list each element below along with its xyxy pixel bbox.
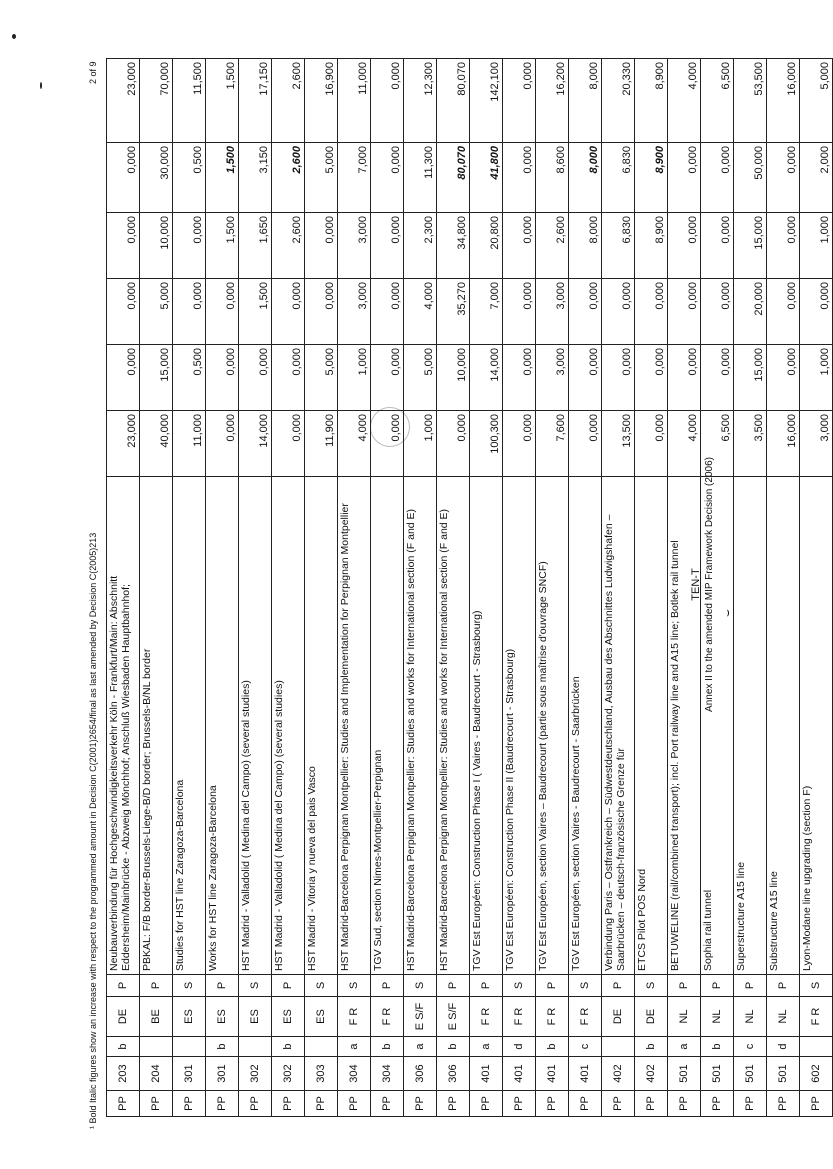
cell-amount: 0,000 <box>767 345 800 411</box>
cell-amount: 15,000 <box>734 345 767 411</box>
table-row <box>569 59 602 1117</box>
cell-sub-letter: b <box>272 1037 305 1057</box>
cell-amount: 5,000 <box>800 59 833 143</box>
cell-description: TGV Est Européen: Construction Phase I ( Vaires - Baudrecourt - Strasbourg) <box>470 477 503 975</box>
cell-country: F R <box>569 997 602 1037</box>
cell-programme: PP <box>635 1091 668 1117</box>
table-row <box>206 59 239 1117</box>
cell-description: TGV Est Européen: Construction Phase II (Baudrecourt - Strasbourg) <box>503 477 536 975</box>
cell-amount: 0,000 <box>569 279 602 345</box>
cell-amount: 70,000 <box>140 59 173 143</box>
cell-sub-letter <box>140 1037 173 1057</box>
cell-country: NL <box>701 997 734 1037</box>
cell-amount: 0,000 <box>107 213 140 279</box>
cell-amount: 0,000 <box>800 279 833 345</box>
cell-amount: 0,000 <box>701 279 734 345</box>
table-row <box>437 59 470 1117</box>
cell-project-number: 306 <box>437 1057 470 1091</box>
cell-amount: 8,900 <box>635 59 668 143</box>
cell-programme: PP <box>107 1091 140 1117</box>
cell-programme: PP <box>536 1091 569 1117</box>
cell-amount: 3,000 <box>800 411 833 477</box>
cell-type: P <box>371 975 404 997</box>
cell-sub-letter: b <box>437 1037 470 1057</box>
cell-description: PBKAL: F/B border-Brussels-Liege-B/D border; Brussels-B/NL border <box>140 477 173 975</box>
cell-amount: 4,000 <box>404 279 437 345</box>
cell-programme: PP <box>602 1091 635 1117</box>
cell-project-number: 301 <box>173 1057 206 1091</box>
cell-amount: 0,000 <box>272 279 305 345</box>
table-row <box>140 59 173 1117</box>
table-row <box>173 59 206 1117</box>
cell-amount: 10,000 <box>437 345 470 411</box>
cell-programme: PP <box>272 1091 305 1117</box>
cell-amount: 0,000 <box>272 345 305 411</box>
cell-amount: 4,000 <box>668 59 701 143</box>
cell-amount: 0,000 <box>503 143 536 213</box>
cell-description: Works for HST line Zaragoza-Barcelona <box>206 477 239 975</box>
cell-amount: 13,500 <box>602 411 635 477</box>
cell-project-number: 602 <box>800 1057 833 1091</box>
cell-amount: 8,000 <box>569 143 602 213</box>
cell-amount: 1,500 <box>206 143 239 213</box>
cell-country: F R <box>371 997 404 1037</box>
cell-type: P <box>437 975 470 997</box>
cell-amount: 30,000 <box>140 143 173 213</box>
table-row <box>701 59 734 1117</box>
cell-type: P <box>272 975 305 997</box>
cell-country: DE <box>602 997 635 1037</box>
cell-amount: 35,270 <box>437 279 470 345</box>
cell-description: TGV Sud, section Nimes-Montpellier-Perpignan <box>371 477 404 975</box>
cell-amount: 8,000 <box>569 59 602 143</box>
cell-amount: 80,070 <box>437 143 470 213</box>
cell-amount: 12,300 <box>404 59 437 143</box>
cell-amount: 142,100 <box>470 59 503 143</box>
cell-country: DE <box>635 997 668 1037</box>
cell-description: ETCS Pilot POS Nord <box>635 477 668 975</box>
cell-sub-letter: a <box>668 1037 701 1057</box>
cell-amount: 3,150 <box>239 143 272 213</box>
cell-type: S <box>338 975 371 997</box>
cell-programme: PP <box>701 1091 734 1117</box>
cell-amount: 8,900 <box>635 213 668 279</box>
cell-sub-letter: b <box>635 1037 668 1057</box>
table-row <box>602 59 635 1117</box>
cell-project-number: 304 <box>338 1057 371 1091</box>
cell-project-number: 302 <box>239 1057 272 1091</box>
cell-sub-letter: a <box>338 1037 371 1057</box>
cell-amount: 6,830 <box>602 143 635 213</box>
cell-sub-letter: d <box>503 1037 536 1057</box>
cell-description: HST Madrid-Barcelona Perpignan Montpellier: Studies and works for International section (F and E) <box>437 477 470 975</box>
cell-sub-letter: d <box>767 1037 800 1057</box>
cell-amount: 0,000 <box>206 411 239 477</box>
cell-type: P <box>734 975 767 997</box>
cell-type: P <box>701 975 734 997</box>
cell-sub-letter: c <box>734 1037 767 1057</box>
cell-type: S <box>569 975 602 997</box>
cell-type: P <box>668 975 701 997</box>
cell-amount: 23,000 <box>107 411 140 477</box>
cell-amount: 2,300 <box>404 213 437 279</box>
cell-country: NL <box>767 997 800 1037</box>
cell-type: S <box>800 975 833 997</box>
cell-project-number: 203 <box>107 1057 140 1091</box>
cell-amount: 8,000 <box>569 213 602 279</box>
cell-amount: 14,000 <box>470 345 503 411</box>
cell-amount: 5,000 <box>305 345 338 411</box>
cell-project-number: 501 <box>701 1057 734 1091</box>
cell-amount: 0,000 <box>635 411 668 477</box>
cell-country: F R <box>503 997 536 1037</box>
cell-description: Verbindung Paris – Ostfrankreich – Südwestdeutschland, Ausbau des Abschnittes Ludwigshafen – Saarbrücken – deutsch-französische Grenze für <box>602 477 635 975</box>
cell-project-number: 402 <box>635 1057 668 1091</box>
cell-description: BETUWELINE (rail/combined transport); incl. Port railway line and A15 line; Botlek rail tunnel <box>668 477 701 975</box>
cell-amount: 0,000 <box>272 411 305 477</box>
cell-description: TGV Est Européen, section Vaires - Baudrecourt - Saarbrücken <box>569 477 602 975</box>
cell-sub-letter: b <box>701 1037 734 1057</box>
cell-programme: PP <box>206 1091 239 1117</box>
cell-description: Sophia rail tunnel <box>701 477 734 975</box>
cell-description: HST Madrid-Barcelona Perpignan Montpellier: Studies and works for International section (F and E) <box>404 477 437 975</box>
cell-amount: 0,000 <box>701 143 734 213</box>
cell-amount: 1,500 <box>206 213 239 279</box>
cell-amount: 4,000 <box>338 411 371 477</box>
cell-country: ES <box>272 997 305 1037</box>
cell-amount: 16,200 <box>536 59 569 143</box>
cell-amount: 23,000 <box>107 59 140 143</box>
cell-amount: 1,650 <box>239 213 272 279</box>
table-row <box>503 59 536 1117</box>
table-row <box>272 59 305 1117</box>
cell-amount: 0,000 <box>701 345 734 411</box>
cell-programme: PP <box>239 1091 272 1117</box>
cell-amount: 80,070 <box>437 59 470 143</box>
table-row <box>305 59 338 1117</box>
cell-country: F R <box>338 997 371 1037</box>
cell-amount: 0,000 <box>668 143 701 213</box>
cell-project-number: 501 <box>668 1057 701 1091</box>
cell-amount: 0,000 <box>602 279 635 345</box>
cell-amount: 0,000 <box>371 411 404 477</box>
cell-amount: 17,150 <box>239 59 272 143</box>
cell-amount: 0,000 <box>767 279 800 345</box>
cell-amount: 1,000 <box>800 213 833 279</box>
cell-amount: 5,000 <box>140 279 173 345</box>
cell-programme: PP <box>404 1091 437 1117</box>
table-row <box>536 59 569 1117</box>
cell-amount: 15,000 <box>140 345 173 411</box>
cell-sub-letter: a <box>404 1037 437 1057</box>
cell-sub-letter <box>602 1037 635 1057</box>
cell-type: P <box>206 975 239 997</box>
cell-sub-letter: b <box>107 1037 140 1057</box>
cell-amount: 0,000 <box>107 143 140 213</box>
cell-programme: PP <box>173 1091 206 1117</box>
mip-table <box>106 58 833 1117</box>
cell-amount: 8,900 <box>635 143 668 213</box>
page-subtitle: Annex II to the amended MIP Framework Decision (2006) <box>704 457 715 712</box>
cell-amount: 0,000 <box>107 345 140 411</box>
handwritten-mark: ⌣ <box>720 609 734 617</box>
cell-programme: PP <box>437 1091 470 1117</box>
cell-amount: 0,000 <box>503 279 536 345</box>
cell-amount: 3,000 <box>536 279 569 345</box>
cell-type: S <box>305 975 338 997</box>
cell-sub-letter: b <box>371 1037 404 1057</box>
cell-amount: 6,830 <box>602 213 635 279</box>
footnote: ¹ Bold Italic figures show an increase with respect to the programmed amount in Decision C(2001)2654/final as last amended by Decision C(2005)213 <box>88 532 98 1129</box>
table-row <box>767 59 800 1117</box>
cell-description: Neubauverbindung für Hochgeschwindigkeitsverkehr Köln - Frankfurt/Main: Abschnitt Eddersheim/Mainbrücke - Abzweig Mönchhof; Anschluß Wiesbaden Hauptbahnhof; <box>107 477 140 975</box>
cell-amount: 0,000 <box>206 345 239 411</box>
cell-country: E S/F <box>437 997 470 1037</box>
cell-country: ES <box>239 997 272 1037</box>
cell-amount: 20,330 <box>602 59 635 143</box>
cell-programme: PP <box>668 1091 701 1117</box>
cell-type: S <box>173 975 206 997</box>
cell-project-number: 303 <box>305 1057 338 1091</box>
cell-project-number: 306 <box>404 1057 437 1091</box>
cell-country: F R <box>470 997 503 1037</box>
table-row <box>404 59 437 1117</box>
cell-amount: 0,000 <box>767 213 800 279</box>
cell-amount: 100,300 <box>470 411 503 477</box>
cell-programme: PP <box>371 1091 404 1117</box>
cell-description: HST Madrid-Barcelona Perpignan Montpellier: Studies and Implementation for Perpignan Montpellier <box>338 477 371 975</box>
cell-sub-letter: b <box>206 1037 239 1057</box>
cell-amount: 6,500 <box>701 411 734 477</box>
cell-amount: 0,000 <box>668 345 701 411</box>
cell-programme: PP <box>767 1091 800 1117</box>
cell-project-number: 401 <box>569 1057 602 1091</box>
cell-type: P <box>767 975 800 997</box>
cell-country: F R <box>800 997 833 1037</box>
cell-amount: 20,800 <box>470 213 503 279</box>
cell-amount: 0,000 <box>239 345 272 411</box>
cell-amount: 7,600 <box>536 411 569 477</box>
cell-amount: 15,000 <box>734 213 767 279</box>
cell-amount: 3,500 <box>734 411 767 477</box>
cell-description: Studies for HST line Zaragoza-Barcelona <box>173 477 206 975</box>
cell-amount: 11,000 <box>338 59 371 143</box>
cell-amount: 0,000 <box>503 411 536 477</box>
cell-type: P <box>140 975 173 997</box>
cell-amount: 10,000 <box>140 213 173 279</box>
cell-type: S <box>239 975 272 997</box>
cell-amount: 0,000 <box>173 279 206 345</box>
cell-country: ES <box>206 997 239 1037</box>
cell-amount: 2,600 <box>272 59 305 143</box>
cell-amount: 2,600 <box>272 213 305 279</box>
cell-amount: 34,800 <box>437 213 470 279</box>
cell-amount: 1,500 <box>239 279 272 345</box>
cell-amount: 0,500 <box>173 345 206 411</box>
table-row <box>371 59 404 1117</box>
cell-amount: 1,000 <box>404 411 437 477</box>
cell-type: P <box>536 975 569 997</box>
table-row <box>734 59 767 1117</box>
cell-amount: 1,000 <box>800 345 833 411</box>
cell-amount: 41,800 <box>470 143 503 213</box>
page-title: TEN-T <box>690 568 702 601</box>
cell-sub-letter: b <box>536 1037 569 1057</box>
cell-amount: 0,000 <box>305 279 338 345</box>
cell-project-number: 401 <box>470 1057 503 1091</box>
cell-amount: 16,000 <box>767 411 800 477</box>
cell-type: P <box>107 975 140 997</box>
table-row <box>107 59 140 1117</box>
cell-amount: 0,000 <box>701 213 734 279</box>
cell-sub-letter <box>239 1037 272 1057</box>
cell-country: ES <box>305 997 338 1037</box>
cell-project-number: 501 <box>734 1057 767 1091</box>
cell-amount: 0,500 <box>173 143 206 213</box>
cell-amount: 0,000 <box>503 345 536 411</box>
cell-amount: 14,000 <box>239 411 272 477</box>
cell-amount: 0,000 <box>305 213 338 279</box>
cell-programme: PP <box>140 1091 173 1117</box>
cell-type: P <box>602 975 635 997</box>
cell-type: S <box>404 975 437 997</box>
cell-amount: 11,500 <box>173 59 206 143</box>
cell-project-number: 402 <box>602 1057 635 1091</box>
cell-amount: 6,500 <box>701 59 734 143</box>
cell-amount: 0,000 <box>569 411 602 477</box>
cell-description: HST Madrid - Valladolid ( Medina del Campo) (several studies) <box>239 477 272 975</box>
cell-amount: 0,000 <box>635 279 668 345</box>
cell-amount: 53,500 <box>734 59 767 143</box>
cell-country: F R <box>536 997 569 1037</box>
cell-amount: 0,000 <box>371 59 404 143</box>
cell-sub-letter <box>800 1037 833 1057</box>
cell-type: P <box>470 975 503 997</box>
cell-amount: 0,000 <box>635 345 668 411</box>
cell-description: HST Madrid - Valladolid ( Medina del Campo) (several studies) <box>272 477 305 975</box>
cell-amount: 5,000 <box>305 143 338 213</box>
cell-amount: 0,000 <box>107 279 140 345</box>
cell-project-number: 401 <box>503 1057 536 1091</box>
cell-country: E S/F <box>404 997 437 1037</box>
cell-amount: 2,600 <box>536 213 569 279</box>
cell-programme: PP <box>305 1091 338 1117</box>
cell-sub-letter: c <box>569 1037 602 1057</box>
cell-amount: 0,000 <box>371 279 404 345</box>
cell-amount: 16,900 <box>305 59 338 143</box>
table-row <box>668 59 701 1117</box>
page-number: 2 of 9 <box>88 61 98 84</box>
cell-amount: 5,000 <box>404 345 437 411</box>
cell-country: ES <box>173 997 206 1037</box>
cell-amount: 1,000 <box>338 345 371 411</box>
cell-sub-letter <box>305 1037 338 1057</box>
cell-amount: 0,000 <box>503 59 536 143</box>
cell-country: NL <box>668 997 701 1037</box>
cell-amount: 3,000 <box>338 279 371 345</box>
cell-sub-letter: a <box>470 1037 503 1057</box>
cell-sub-letter <box>173 1037 206 1057</box>
cell-amount: 0,000 <box>371 213 404 279</box>
cell-amount: 7,000 <box>470 279 503 345</box>
cell-project-number: 401 <box>536 1057 569 1091</box>
cell-amount: 2,600 <box>272 143 305 213</box>
cell-amount: 0,000 <box>767 143 800 213</box>
cell-country: DE <box>107 997 140 1037</box>
cell-programme: PP <box>470 1091 503 1117</box>
cell-programme: PP <box>338 1091 371 1117</box>
cell-amount: 3,000 <box>338 213 371 279</box>
cell-amount: 4,000 <box>668 411 701 477</box>
cell-amount: 7,000 <box>338 143 371 213</box>
cell-type: S <box>635 975 668 997</box>
table-row <box>239 59 272 1117</box>
cell-amount: 11,000 <box>173 411 206 477</box>
table-body <box>107 59 833 1117</box>
cell-amount: 0,000 <box>569 345 602 411</box>
table-row <box>470 59 503 1117</box>
cell-project-number: 204 <box>140 1057 173 1091</box>
cell-programme: PP <box>569 1091 602 1117</box>
cell-amount: 1,500 <box>206 59 239 143</box>
cell-project-number: 302 <box>272 1057 305 1091</box>
cell-amount: 16,000 <box>767 59 800 143</box>
cell-amount: 50,000 <box>734 143 767 213</box>
cell-amount: 11,300 <box>404 143 437 213</box>
cell-amount: 0,000 <box>668 279 701 345</box>
cell-description: Substructure A15 line <box>767 477 800 975</box>
cell-amount: 0,000 <box>206 279 239 345</box>
cell-description: Lyon-Modane line upgrading (section F) <box>800 477 833 975</box>
cell-amount: 40,000 <box>140 411 173 477</box>
cell-project-number: 301 <box>206 1057 239 1091</box>
cell-amount: 0,000 <box>437 411 470 477</box>
cell-description: Superstructure A15 line <box>734 477 767 975</box>
cell-amount: 0,000 <box>503 213 536 279</box>
cell-amount: 20,000 <box>734 279 767 345</box>
cell-amount: 0,000 <box>173 213 206 279</box>
table-row <box>800 59 833 1117</box>
cell-description: HST Madrid - Vitoria y nueva del pais Vasco <box>305 477 338 975</box>
cell-amount: 3,000 <box>536 345 569 411</box>
cell-country: BE <box>140 997 173 1037</box>
cell-project-number: 501 <box>767 1057 800 1091</box>
cell-description: TGV Est Européen, section Vaires – Baudrecourt (partie sous maîtrise d'ouvrage SNCF) <box>536 477 569 975</box>
table-row <box>635 59 668 1117</box>
cell-amount: 2,000 <box>800 143 833 213</box>
cell-amount: 0,000 <box>371 345 404 411</box>
cell-country: NL <box>734 997 767 1037</box>
cell-amount: 0,000 <box>602 345 635 411</box>
cell-programme: PP <box>800 1091 833 1117</box>
cell-amount: 11,900 <box>305 411 338 477</box>
cell-programme: PP <box>503 1091 536 1117</box>
cell-amount: 8,600 <box>536 143 569 213</box>
cell-amount: 0,000 <box>668 213 701 279</box>
cell-project-number: 304 <box>371 1057 404 1091</box>
cell-amount: 0,000 <box>371 143 404 213</box>
cell-type: S <box>503 975 536 997</box>
table-row <box>338 59 371 1117</box>
cell-programme: PP <box>734 1091 767 1117</box>
